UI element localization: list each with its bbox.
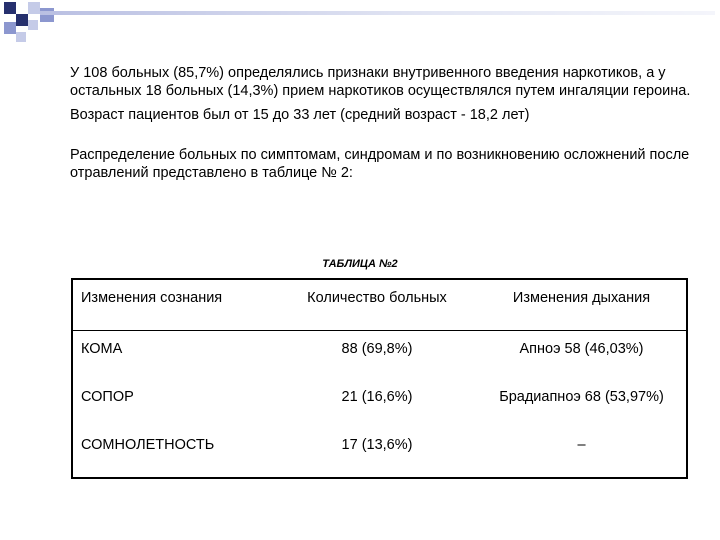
table-row — [72, 427, 687, 478]
table-cell: СОМНОЛЕТНОСТЬ — [81, 437, 215, 453]
header-rule — [40, 11, 715, 15]
table-row — [72, 331, 687, 380]
decor-square-1 — [4, 2, 16, 14]
table-cell: 21 (16,6%) — [341, 389, 413, 405]
symptoms-table — [71, 278, 688, 479]
table-header-cell: Изменения дыхания — [477, 279, 687, 331]
table-header-cell: Количество больных — [277, 279, 477, 331]
decor-square-2 — [16, 14, 28, 26]
table-header-row — [72, 279, 687, 331]
paragraph-3: Распределение больных по симптомам, синдромам и по возникновению осложнений после отравлений представлено в таблице № 2: — [70, 147, 690, 181]
paragraph-1: У 108 больных (85,7%) определялись признаки внутривенного введения наркотиков, а у остальных 18 больных (14,3%) прием наркотиков осуществлялся путем ингаляции героина. — [70, 65, 691, 99]
table-cell: Апноэ 58 (46,03%) — [519, 341, 644, 357]
table-cell: – — [577, 437, 586, 453]
decor-square-5 — [4, 22, 16, 34]
table-cell: КОМА — [81, 341, 123, 357]
table-row — [72, 379, 687, 427]
decor-square-7 — [16, 32, 26, 42]
paragraph-2: Возраст пациентов был от 15 до 33 лет (средний возраст - 18,2 лет) — [70, 107, 530, 123]
table-cell: 88 (69,8%) — [341, 341, 413, 357]
decor-square-6 — [28, 20, 38, 30]
decor-square-3 — [28, 2, 40, 14]
table-cell: Брадиапноэ 68 (53,97%) — [499, 389, 664, 405]
table-cell: 17 (13,6%) — [341, 437, 413, 453]
table-header-cell: Изменения сознания — [72, 279, 277, 331]
table-title: ТАБЛИЦА №2 — [322, 258, 398, 270]
body-text — [70, 64, 700, 182]
table-cell: СОПОР — [81, 389, 134, 405]
